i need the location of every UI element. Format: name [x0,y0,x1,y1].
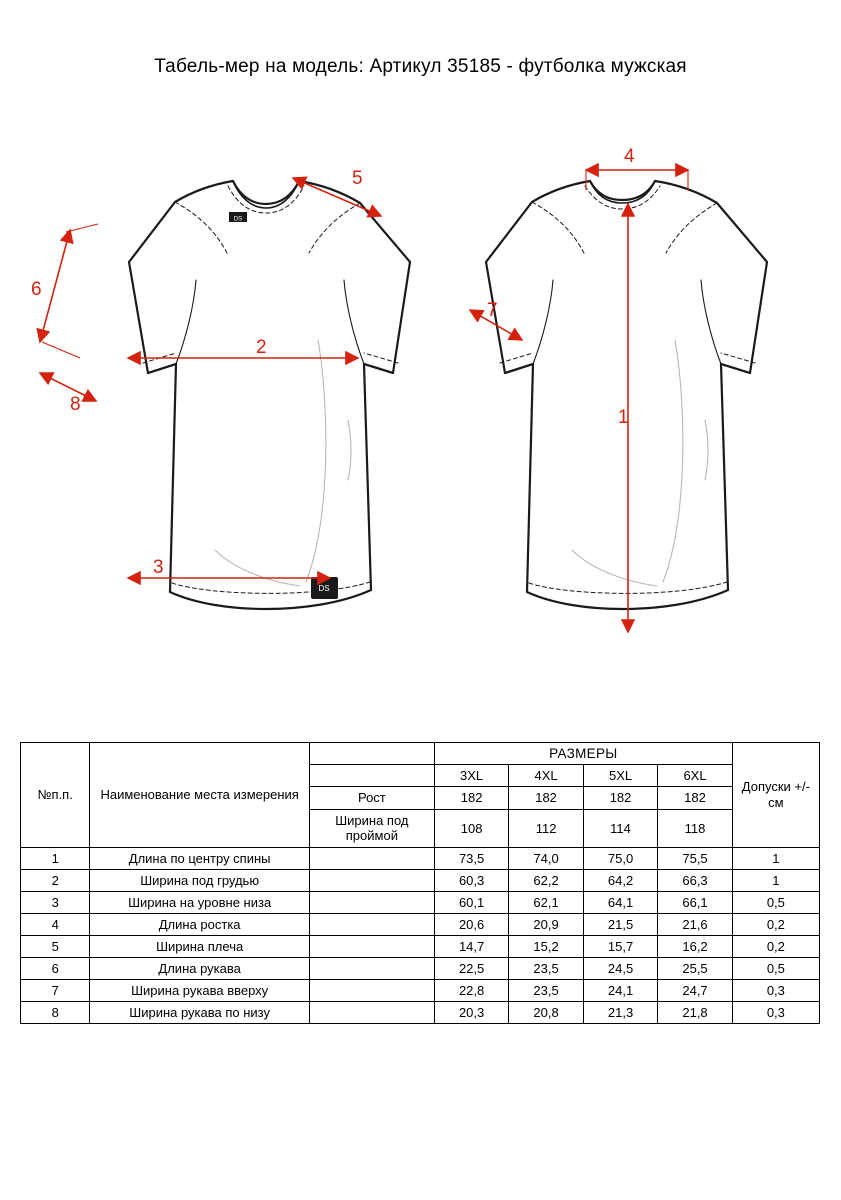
header-cell-name: Наименование места измерения [90,743,309,848]
size-label-6xl: 6XL [658,765,732,787]
header-cell-blank [309,743,434,765]
row-tolerance: 0,2 [732,913,819,935]
row-name: Ширина на уровне низа [90,891,309,913]
row-spacer [309,957,434,979]
row-value-5xl: 75,0 [583,847,657,869]
meta-label-underarm: Ширина под проймой [309,809,434,847]
table-row [21,913,820,935]
row-tolerance: 0,2 [732,935,819,957]
row-name: Длина ростка [90,913,309,935]
row-no: 6 [21,957,90,979]
row-value-4xl: 23,5 [509,957,583,979]
row-spacer [309,1001,434,1023]
row-name: Ширина под грудью [90,869,309,891]
back-view [486,181,767,609]
row-spacer [309,979,434,1001]
table-row [21,891,820,913]
row-tolerance: 1 [732,847,819,869]
row-value-6xl: 24,7 [658,979,732,1001]
row-name: Ширина плеча [90,935,309,957]
row-name: Длина по центру спины [90,847,309,869]
row-value-5xl: 64,1 [583,891,657,913]
row-value-3xl: 20,3 [434,1001,508,1023]
row-spacer [309,847,434,869]
row-value-3xl: 20,6 [434,913,508,935]
row-value-3xl: 22,5 [434,957,508,979]
row-value-5xl: 64,2 [583,869,657,891]
row-value-3xl: 22,8 [434,979,508,1001]
svg-text:DS: DS [233,216,243,223]
row-name: Ширина рукава по низу [90,1001,309,1023]
row-value-5xl: 15,7 [583,935,657,957]
row-value-4xl: 15,2 [509,935,583,957]
row-value-3xl: 60,3 [434,869,508,891]
row-value-5xl: 24,1 [583,979,657,1001]
row-tolerance: 0,3 [732,1001,819,1023]
callout-8: 8 [70,394,81,415]
callout-4: 4 [624,146,635,167]
row-value-6xl: 16,2 [658,935,732,957]
page-title: Табель-мер на модель: Артикул 35185 - футболка мужская [154,56,687,77]
row-tolerance: 1 [732,869,819,891]
row-value-4xl: 62,1 [509,891,583,913]
table-row [21,869,820,891]
callout-2: 2 [256,337,267,358]
row-name: Ширина рукава вверху [90,979,309,1001]
row-value-6xl: 66,1 [658,891,732,913]
meta-height-5xl: 182 [583,787,657,810]
header-cell-no: №п.п. [21,743,90,848]
row-tolerance: 0,3 [732,979,819,1001]
size-label-3xl: 3XL [434,765,508,787]
size-label-5xl: 5XL [583,765,657,787]
row-no: 3 [21,891,90,913]
table-row [21,847,820,869]
row-value-3xl: 14,7 [434,935,508,957]
callout-7: 7 [487,300,498,321]
row-value-6xl: 66,3 [658,869,732,891]
measurements-table [20,742,820,1024]
row-value-4xl: 74,0 [509,847,583,869]
size-label-4xl: 4XL [509,765,583,787]
row-spacer [309,891,434,913]
row-spacer [309,869,434,891]
callout-1: 1 [618,407,629,428]
callout-6: 6 [31,279,42,300]
meta-underarm-6xl: 118 [658,809,732,847]
row-value-3xl: 60,1 [434,891,508,913]
callout-3: 3 [153,557,164,578]
row-value-4xl: 20,8 [509,1001,583,1023]
header-cell-sizes-title: РАЗМЕРЫ [434,743,732,765]
row-value-6xl: 21,8 [658,1001,732,1023]
meta-height-3xl: 182 [434,787,508,810]
row-tolerance: 0,5 [732,957,819,979]
row-value-6xl: 25,5 [658,957,732,979]
meta-label-height: Рост [309,787,434,810]
technical-drawing [0,120,841,720]
row-value-4xl: 20,9 [509,913,583,935]
blank-cell [309,765,434,787]
front-view [129,181,410,609]
svg-text:DS: DS [318,584,330,593]
brand-tag-hem [311,577,338,599]
row-no: 2 [21,869,90,891]
row-value-3xl: 73,5 [434,847,508,869]
row-value-5xl: 21,5 [583,913,657,935]
row-name: Длина рукава [90,957,309,979]
meta-underarm-5xl: 114 [583,809,657,847]
table-row [21,979,820,1001]
row-no: 4 [21,913,90,935]
meta-height-6xl: 182 [658,787,732,810]
meta-underarm-3xl: 108 [434,809,508,847]
row-value-5xl: 21,3 [583,1001,657,1023]
row-no: 7 [21,979,90,1001]
table-row [21,935,820,957]
row-no: 8 [21,1001,90,1023]
header-cell-tolerance: Допуски +/- см [732,743,819,848]
table-row [21,1001,820,1023]
row-value-6xl: 21,6 [658,913,732,935]
row-tolerance: 0,5 [732,891,819,913]
callout-5: 5 [352,168,363,189]
table-row-sizes-title [21,743,820,765]
row-value-6xl: 75,5 [658,847,732,869]
row-value-4xl: 62,2 [509,869,583,891]
row-no: 1 [21,847,90,869]
meta-underarm-4xl: 112 [509,809,583,847]
brand-tag-neck [229,212,247,223]
table-row [21,957,820,979]
row-value-5xl: 24,5 [583,957,657,979]
row-spacer [309,913,434,935]
row-value-4xl: 23,5 [509,979,583,1001]
meta-height-4xl: 182 [509,787,583,810]
row-spacer [309,935,434,957]
row-no: 5 [21,935,90,957]
